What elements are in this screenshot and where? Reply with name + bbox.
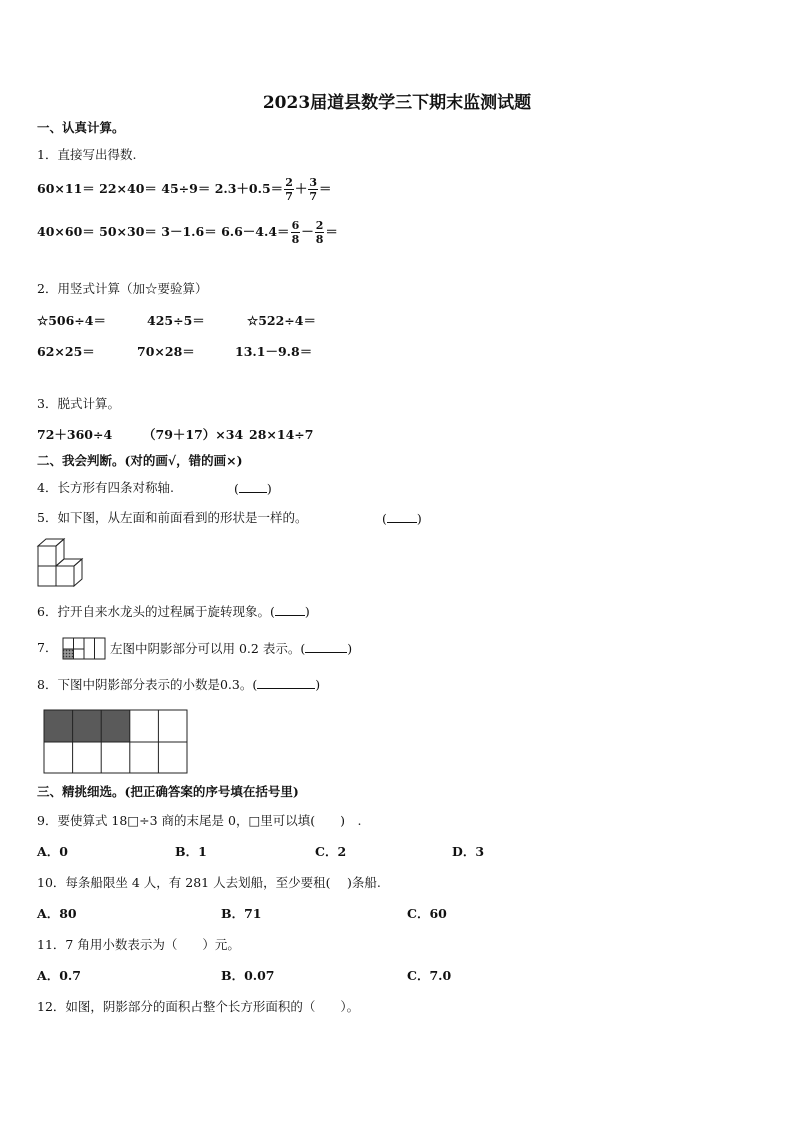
vertical-calc: 13.1－9.8＝ (235, 344, 313, 359)
vertical-calc: 70×28＝ (137, 344, 195, 359)
calc-row-1: 60×11＝ 22×40＝ 45÷9＝ 2.3＋0.5＝ $\frac{2}{7}$ ＋ $\frac{3}{7}$ ＝ (37, 176, 332, 203)
vertical-calc: ☆522÷4＝ (247, 313, 316, 328)
vertical-calc: 62×25＝ (37, 344, 95, 359)
decimal-grid-figure (43, 709, 189, 775)
calc-item: 45÷9＝ (161, 181, 211, 196)
option-c[interactable]: C．2 (315, 844, 347, 859)
question-7-number: 7． (37, 640, 58, 655)
question-10: 10．每条船限坐 4 人，有 281 人去划船，至少要租( )条船. (37, 875, 381, 890)
option-c[interactable]: C．7.0 (407, 968, 452, 983)
question-5: 5．如下图，从左面和前面看到的形状是一样的。 (37, 510, 308, 525)
question-1: 1．直接写出得数. (37, 147, 137, 162)
shaded-cell (63, 649, 74, 659)
fraction: $\frac{2}{7}$ (285, 176, 293, 203)
fraction: $\frac{6}{8}$ (291, 219, 300, 246)
expression: （79＋17）×34 (143, 427, 244, 442)
answer-blank[interactable] (257, 676, 315, 689)
page-title: 2023届道县数学三下期末监测试题 (262, 93, 532, 113)
question-2: 2．用竖式计算（加☆要验算） (37, 281, 208, 296)
option-b[interactable]: B．1 (175, 844, 207, 859)
shaded-cells (44, 710, 130, 742)
answer-blank[interactable] (305, 640, 347, 653)
section-2-heading: 二、我会判断。(对的画√，错的画×) (37, 453, 243, 468)
option-a[interactable]: A．80 (37, 906, 77, 921)
fraction: $\frac{2}{8}$ (315, 219, 324, 246)
calc-item: 2.3＋0.5＝ (214, 181, 284, 196)
calc-item: 6.6－4.4＝ (221, 224, 290, 239)
option-a[interactable]: A．0.7 (37, 968, 81, 983)
vertical-calc: 425÷5＝ (147, 313, 205, 328)
cube-stack-figure (36, 538, 88, 588)
calc-item: 50×30＝ (99, 224, 157, 239)
option-b[interactable]: B．71 (221, 906, 262, 921)
shaded-strip-figure (62, 637, 108, 660)
expression: 72＋360÷4 (37, 427, 113, 442)
option-c[interactable]: C．60 (407, 906, 447, 921)
section-1-heading: 一、认真计算。 (37, 120, 125, 135)
question-6: 6．拧开自来水龙头的过程属于旋转现象。( ) (37, 604, 310, 619)
section-3-heading: 三、精挑细选。(把正确答案的序号填在括号里) (37, 784, 299, 799)
question-8: 8．下图中阴影部分表示的小数是0.3。( ) (37, 677, 321, 692)
question-3: 3．脱式计算。 (37, 396, 120, 411)
answer-blank[interactable]: ( ) (234, 481, 272, 496)
answer-blank[interactable] (275, 603, 305, 616)
question-4: 4．长方形有四条对称轴. (37, 480, 174, 495)
calc-row-2: 40×60＝ 50×30＝ 3－1.6＝ 6.6－4.4＝ $\frac{6}{8}$ － $\frac{2}{8}$ ＝ (37, 219, 338, 246)
question-9: 9．要使算式 18□÷3 商的末尾是 0，□里可以填( ) . (37, 813, 362, 828)
option-a[interactable]: A．0 (37, 844, 68, 859)
question-11: 11．7 角用小数表示为（ ）元。 (37, 937, 240, 952)
calc-item: 60×11＝ (37, 181, 95, 196)
option-d[interactable]: D．3 (452, 844, 485, 859)
fraction: $\frac{3}{7}$ (309, 176, 318, 203)
question-12: 12．如图，阴影部分的面积占整个长方形面积的（ ）。 (37, 999, 360, 1014)
calc-item: 40×60＝ (37, 224, 95, 239)
expression: 28×14÷7 (249, 427, 314, 442)
vertical-calc: ☆506÷4＝ (37, 313, 106, 328)
question-7: 左图中阴影部分可以用 0.2 表示。( ) (110, 641, 353, 656)
option-b[interactable]: B．0.07 (221, 968, 275, 983)
calc-item: 22×40＝ (99, 181, 157, 196)
answer-blank[interactable]: ( ) (382, 511, 422, 526)
calc-item: 3－1.6＝ (161, 224, 217, 239)
